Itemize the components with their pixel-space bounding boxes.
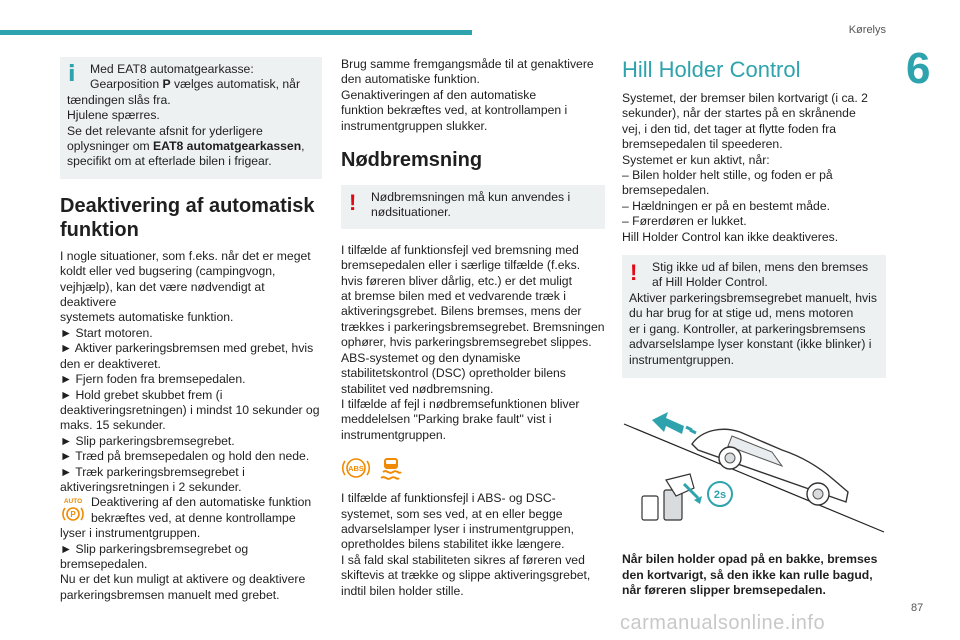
text-line: bremsepedalen.: [622, 183, 710, 198]
text-line: indtil bilen holder stille.: [341, 583, 464, 598]
warning-line: du har brug for at stige ud, mens motoren: [629, 306, 854, 321]
text-line: Deaktivering af den automatiske funktion: [91, 495, 312, 510]
abs-icon-label: ABS: [348, 464, 364, 474]
text-line: bekræftes ved, at denne kontrollampe: [91, 510, 296, 525]
text-line: systemet, som ses ved, at en eller begge: [341, 506, 563, 521]
text-line: den automatiske funktion.: [341, 72, 480, 87]
page-number: 87: [911, 602, 924, 614]
text-line: ► Træk parkeringsbremsegrebet i: [60, 464, 245, 479]
section-title: Kørelys: [848, 24, 886, 36]
text-line: opretholdes bilens stabilitet ikke længere.: [341, 537, 565, 552]
warning-box: [341, 185, 605, 229]
info-line: Gearposition P vælges automatisk, når: [90, 77, 301, 92]
abs-warning-icon: [341, 455, 371, 481]
auto-parking-brake-icon: [60, 496, 86, 524]
text-line: I så fald skal stabiliteten sikres af føreren ved: [341, 552, 585, 567]
text-line: parkeringsbremsen manuelt med grebet.: [60, 587, 280, 602]
stability-control-icon: [377, 455, 405, 483]
warning-line: Nødbremsningen må kun anvendes i: [371, 190, 571, 205]
text-line: ► Aktiver parkeringsbremsen med grebet, hvis: [60, 341, 314, 356]
warning-line: instrumentgruppen.: [629, 352, 735, 367]
warning-icon: !: [349, 190, 357, 216]
text-line: ABS-systemet og den dynamiske: [341, 350, 521, 365]
header-accent-bar: [0, 30, 472, 35]
text-line: Brug samme fremgangsmåde til at genaktivere: [341, 57, 594, 71]
warning-line: nødsituationer.: [371, 205, 451, 220]
column-1: [60, 57, 322, 603]
warning-line: advarselslampe lyser konstant (ikke blinker) i: [629, 337, 872, 352]
text-line: ► Start motoren.: [60, 325, 153, 340]
text-line: ► Slip parkeringsbremsegrebet og: [60, 541, 249, 556]
text-line: ► Hold grebet skubbet frem (i: [60, 387, 223, 402]
text-line: meddelelsen "Parking brake fault" vist i: [341, 412, 552, 427]
text-line: I nogle situationer, som f.eks. når det er meget: [60, 248, 311, 263]
text-line: maks. 15 sekunder.: [60, 418, 166, 433]
column-2: [341, 57, 605, 599]
warning-lamps-row: [341, 455, 605, 483]
text-line: lyser i instrumentgruppen.: [60, 526, 201, 541]
warning-icon: !: [630, 260, 638, 286]
text-line: at bremse bilen med et vedvarende træk i: [341, 289, 566, 304]
text-line: – Bilen holder helt stille, og foden er på: [622, 168, 833, 183]
info-line: Med EAT8 automatgearkasse:: [90, 62, 254, 76]
warning-line: af Hill Holder Control.: [652, 275, 768, 290]
text-line: aktiveringsretningen i 2 sekunder.: [60, 479, 242, 494]
text-line: I tilfælde af fejl i nødbremsefunktionen bliver: [341, 396, 580, 411]
caption-line: den kortvarigt, så den ikke kan rulle bagud,: [622, 567, 873, 582]
text-line: den er deaktiveret.: [60, 356, 161, 371]
svg-text:P: P: [70, 510, 76, 520]
auto-icon-label: AUTO: [63, 498, 83, 506]
text-line: bremsepedalen.: [60, 556, 148, 571]
heading-emergency-braking: Nødbremsning: [341, 149, 483, 172]
warning-line: Stig ikke ud af bilen, mens den bremses: [652, 260, 869, 275]
heading-deactivation: Deaktivering af automatisk funktion: [60, 194, 315, 241]
text-line: stabilitetskontrol (DSC) opretholder bilens: [341, 366, 566, 381]
caption-line: Når bilen holder opad på en bakke, bremses: [622, 552, 878, 567]
text-line: bremsepedalen til speederen.: [622, 137, 783, 152]
text-line: ► Slip parkeringsbremsegrebet.: [60, 433, 235, 448]
text-line: trækkes i parkeringsbremsegrebet. Bremsningen: [341, 319, 605, 334]
text-line: – Hældningen er på en bestemt måde.: [622, 198, 830, 213]
figure-2s-label: 2s: [713, 488, 727, 501]
column-3: [622, 57, 886, 599]
text-line: Nu er det kun muligt at aktivere og deaktivere: [60, 572, 306, 587]
warning-line: er i gang. Kontroller, at parkeringsbremsens: [629, 321, 866, 336]
info-line: Se det relevante afsnit for yderligere: [67, 123, 263, 138]
info-line: specifikt om at efterlade bilen i frigear.: [67, 154, 272, 169]
text-line: deaktiveringsretningen) i mindst 10 sekunder og: [60, 402, 320, 417]
text-line: instrumentgruppen slukker.: [341, 118, 488, 133]
warning-box: [622, 255, 886, 378]
text-line: ophører, hvis parkeringsbremsegrebet slippes.: [341, 335, 592, 350]
text-line: koldt eller ved bugsering (campingvogn,: [60, 264, 276, 279]
text-line: – Førerdøren er lukket.: [622, 214, 747, 229]
text-line: instrumentgruppen.: [341, 427, 447, 442]
text-line: stabilitet ved nødbremsning.: [341, 381, 494, 396]
text-line: skiftevis at trække og slippe aktiveringsgrebet,: [341, 568, 591, 583]
chapter-number: 6: [906, 44, 931, 93]
info-icon: i: [68, 62, 76, 87]
caption-line: når føreren slipper bremsepedalen.: [622, 583, 826, 598]
text-line: systemets automatiske funktion.: [60, 310, 234, 325]
text-line: Systemet er kun aktivt, når:: [622, 152, 770, 167]
text-line: I tilfælde af funktionsfejl ved bremsning med: [341, 242, 579, 257]
text-line: bremsepedalen eller i særlige tilfælde (f.eks.: [341, 258, 581, 273]
text-line: vej, i den tid, det tager at flytte foden fra: [622, 121, 837, 136]
text-line: vejhjælp), kan det være nødvendigt at deaktivere: [60, 279, 265, 310]
info-line: Hjulene spærres.: [67, 108, 160, 123]
auto-indicator-row: [60, 495, 322, 526]
text-line: Systemet, der bremser bilen kortvarigt (i ca. 2: [622, 91, 868, 105]
text-line: ► Fjern foden fra bremsepedalen.: [60, 372, 246, 387]
text-line: aktiveringsgrebet. Bilens bremses, mens der: [341, 304, 582, 319]
text-line: Hill Holder Control kan ikke deaktiveres.: [622, 229, 839, 244]
text-line: Genaktiveringen af den automatiske: [341, 87, 537, 102]
text-line: ► Træd på bremsepedalen og hold den nede.: [60, 449, 310, 464]
text-line: I tilfælde af funktionsfejl i ABS- og DSC-: [341, 491, 556, 506]
info-box: [60, 57, 322, 179]
text-line: sekunder), når der startes på en skrånende: [622, 106, 856, 121]
deactivation-text: [60, 249, 322, 496]
heading-hill-holder: Hill Holder Control: [622, 57, 801, 82]
text-line: hvis føreren bliver dårlig, etc.) er det muligt: [341, 273, 572, 288]
text-line: funktion bekræftes ved, at kontrollampen i: [341, 103, 568, 118]
text-line: advarselslamper lyser i instrumentgruppen,: [341, 521, 575, 536]
hill-holder-illustration: [622, 392, 886, 534]
warning-line: Aktiver parkeringsbremsegrebet manuelt, hvis: [629, 290, 877, 305]
watermark: carmanualsonline.info: [620, 612, 826, 634]
info-line: oplysninger om EAT8 automatgearkassen,: [67, 139, 305, 154]
info-line: tændingen slås fra.: [67, 92, 171, 107]
